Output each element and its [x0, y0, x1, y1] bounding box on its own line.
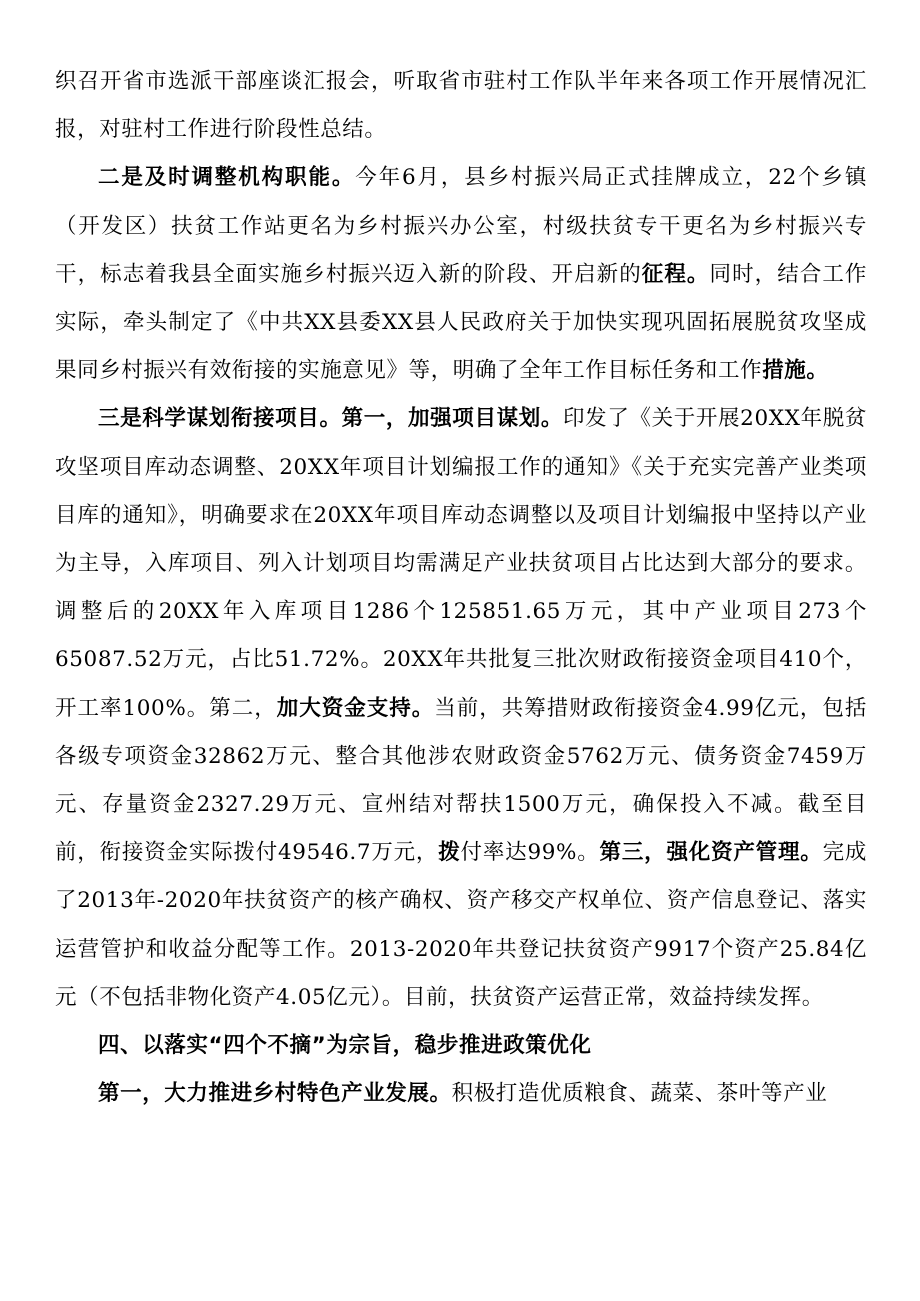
- paragraph-text: 付率达99%。: [460, 840, 600, 866]
- paragraph-summary-continuation: [55, 58, 867, 154]
- bold-emphasis: 措施。: [762, 358, 829, 384]
- paragraph-text: 同时，结合工作实际，牵头制定了《中共XX县委XX县人民政府关于加快实现巩固拓展脱贫攻坚成果同乡村振兴有效衔接的实施意见》等，明确了全年工作目标任务和工作: [55, 261, 868, 384]
- paragraph-text: 当前，共筹措财政衔接资金4.99亿元，包括各级专项资金32862万元、整合其他涉农财政资金5762万元、债务资金7459万元、存量资金2327.29万元、宣州结对帮扶1500万元，确保投入不减。截至目前，衔接资金实际拨付49546.7万元，: [55, 695, 868, 866]
- bold-emphasis: 第三，强化资产管理。: [599, 840, 823, 866]
- bold-emphasis: 征程。: [641, 261, 710, 287]
- document-page: [55, 58, 867, 1118]
- paragraph-lead-heading: 第一，大力推进乡村特色产业发展。: [98, 1081, 452, 1107]
- bold-emphasis: 拨: [438, 840, 461, 866]
- bold-emphasis: 加大资金支持。: [276, 695, 435, 721]
- paragraph-text: 积极打造优质粮食、蔬菜、茶叶等产业: [451, 1081, 828, 1107]
- paragraph-text: 印发了《关于开展20XX年脱贫攻坚项目库动态调整、20XX年项目计划编报工作的通知》《关于充实完善产业类项目库的通知》，明确要求在20XX年项目库动态调整以及项目计划编报中坚持以产业为主导，入库项目、列入计划项目均需满足产业扶贫项目占比达到大部分的要求。调整后的20XX年入库项目1286个125851.65万元，其中产业项目273个65087.52万元，占比51.72%。20XX年共批复三批次财政衔接资金项目410个，开工率100%。第二，: [55, 406, 867, 721]
- paragraph-lead-heading: 三是科学谋划衔接项目。第一，加强项目谋划。: [98, 406, 564, 432]
- paragraph-institution-adjustment: [55, 154, 867, 395]
- section-heading-text: 四、以落实“四个不摘”为宗旨，稳步推进政策优化: [98, 1033, 592, 1059]
- paragraph-text: 完成了2013年-2020年扶贫资产的核产确权、资产移交产权单位、资产信息登记、落实运营管护和收益分配等工作。2013-2020年共登记扶贫资产9917个资产25.84亿元（不包括非物化资产4.05亿元）。目前，扶贫资产运营正常，效益持续发挥。: [55, 840, 867, 1010]
- paragraph-industry-development: [55, 1070, 867, 1118]
- paragraph-text: 织召开省市选派干部座谈汇报会，听取省市驻村工作队半年来各项工作开展情况汇报，对驻村工作进行阶段性总结。: [55, 69, 867, 143]
- paragraph-lead-heading: 二是及时调整机构职能。: [98, 165, 356, 191]
- paragraph-text: 今年6月，县乡村振兴局正式挂牌成立，22个乡镇（开发区）扶贫工作站更名为乡村振兴办公室，村级扶贫专干更名为乡村振兴专干，标志着我县全面实施乡村振兴迈入新的阶段、开启新的: [55, 165, 867, 287]
- section-heading-four: [55, 1022, 867, 1070]
- paragraph-project-planning: [55, 395, 867, 1022]
